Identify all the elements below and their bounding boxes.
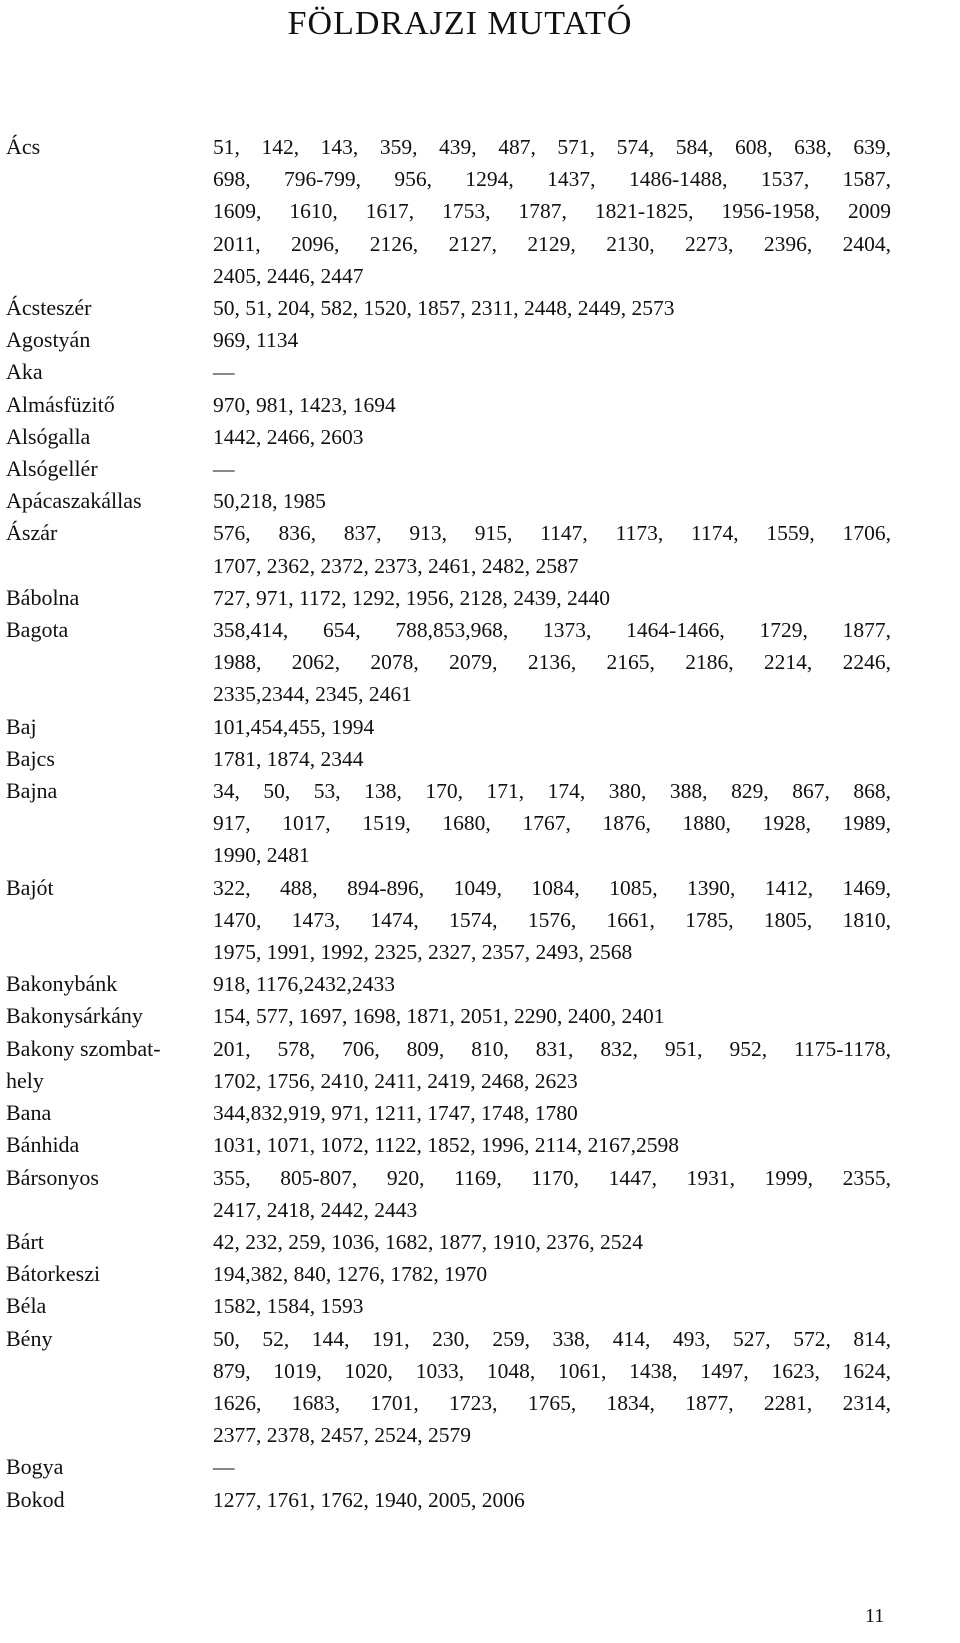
index-entry [6, 872, 926, 969]
place-name: Bény [6, 1325, 53, 1351]
index-entry [6, 1033, 926, 1065]
page-reference-line: 2335,2344, 2345, 2461 [213, 682, 412, 707]
page-reference-line: 201, 578, 706, 809, 810, 831, 832, 951, 952, 1175-1178, [213, 1036, 891, 1061]
index-entry [6, 356, 926, 388]
page-title: FÖLDRAJZI MUTATÓ [287, 5, 633, 42]
index-entry [6, 1226, 926, 1258]
page-reference-line: 1442, 2466, 2603 [213, 424, 364, 449]
page-reference-line: 1990, 2481 [213, 843, 310, 868]
page-reference-line: 358,414, 654, 788,853,968, 1373, 1464-1466, 1729, 1877, [213, 618, 891, 643]
index-entry [6, 614, 926, 711]
page-reference-line: 1582, 1584, 1593 [213, 1294, 364, 1319]
index-entry [6, 1258, 926, 1290]
page-references [213, 421, 891, 453]
page-references [213, 775, 891, 872]
index-entry [6, 389, 926, 421]
page-reference-line: 101,454,455, 1994 [213, 714, 375, 739]
index-entry [6, 1484, 926, 1516]
page-references [213, 485, 891, 517]
page-reference-line: 50,218, 1985 [213, 489, 326, 514]
page-references [213, 1323, 891, 1452]
place-name: Bakonybánk [6, 971, 118, 997]
place-name: Bajna [6, 778, 58, 804]
page-references [213, 1097, 891, 1129]
page-reference-line: 34, 50, 53, 138, 170, 171, 174, 380, 388, 829, 867, 868, [213, 779, 891, 804]
page-references [213, 743, 891, 775]
page-references [213, 711, 891, 743]
index-entry [6, 1323, 926, 1452]
page-references [213, 872, 891, 969]
index-entry [6, 582, 926, 614]
place-name: Aka [6, 359, 43, 385]
page-reference-line: 1470, 1473, 1474, 1574, 1576, 1661, 1785, 1805, 1810, [213, 907, 891, 932]
index-entry [6, 421, 926, 453]
page-references [213, 1451, 891, 1483]
place-name: Baj [6, 713, 37, 739]
index-entry [6, 711, 926, 743]
place-name: Bokod [6, 1486, 65, 1512]
place-name: Bátorkeszi [6, 1261, 101, 1287]
index-entry [6, 743, 926, 775]
index-entry [6, 324, 926, 356]
page-reference-line: 727, 971, 1172, 1292, 1956, 2128, 2439, 2440 [213, 585, 610, 610]
index-entry [6, 485, 926, 517]
place-name: Bakonysárkány [6, 1003, 143, 1029]
place-name: Ácsteszér [6, 295, 92, 321]
place-name: Bábolna [6, 584, 80, 610]
index-entry [6, 131, 926, 292]
index-entry [6, 1065, 926, 1097]
page-references [213, 131, 891, 292]
index-entry [6, 968, 926, 1000]
place-name: Bogya [6, 1454, 64, 1480]
place-name: Almásfüzitő [6, 391, 115, 417]
place-name: Bárt [6, 1228, 44, 1254]
page-references [213, 324, 891, 356]
place-name: hely [6, 1067, 44, 1093]
page-reference-line: 2011, 2096, 2126, 2127, 2129, 2130, 2273, 2396, 2404, [213, 231, 891, 256]
page-reference-line: 918, 1176,2432,2433 [213, 972, 395, 997]
page-references [213, 968, 891, 1000]
page-references [213, 1226, 891, 1258]
page-reference-line: 42, 232, 259, 1036, 1682, 1877, 1910, 2376, 2524 [213, 1229, 643, 1254]
page-references [213, 1162, 891, 1226]
index-entry [6, 1097, 926, 1129]
place-name: Bana [6, 1100, 52, 1126]
place-name: Ászár [6, 520, 58, 546]
index-entry [6, 1129, 926, 1161]
page-reference-line: 1277, 1761, 1762, 1940, 2005, 2006 [213, 1487, 525, 1512]
page-reference-line: 1975, 1991, 1992, 2325, 2327, 2357, 2493, 2568 [213, 940, 633, 965]
page-reference-line: 698, 796-799, 956, 1294, 1437, 1486-1488, 1537, 1587, [213, 167, 891, 192]
page-references [213, 1290, 891, 1322]
page-reference-line: — [213, 457, 235, 482]
index-entry [6, 292, 926, 324]
page-references [213, 1033, 891, 1065]
page-references [213, 1129, 891, 1161]
place-name: Bajót [6, 874, 54, 900]
index-entry [6, 1162, 926, 1226]
page-reference-line: 1707, 2362, 2372, 2373, 2461, 2482, 2587 [213, 553, 579, 578]
page-reference-line: — [213, 1455, 235, 1480]
index-entry [6, 1000, 926, 1032]
place-name: Bajcs [6, 745, 55, 771]
page-reference-line: 344,832,919, 971, 1211, 1747, 1748, 1780 [213, 1101, 578, 1126]
index-entry [6, 1451, 926, 1483]
page-reference-line: 51, 142, 143, 359, 439, 487, 571, 574, 584, 608, 638, 639, [213, 135, 891, 159]
page-references [213, 582, 891, 614]
page-reference-line: 969, 1134 [213, 328, 299, 353]
page-reference-line: 1031, 1071, 1072, 1122, 1852, 1996, 2114, 2167,2598 [213, 1133, 680, 1158]
page-references [213, 1258, 891, 1290]
page-references [213, 614, 891, 711]
page-reference-line: 879, 1019, 1020, 1033, 1048, 1061, 1438, 1497, 1623, 1624, [213, 1358, 891, 1383]
place-name: Bagota [6, 617, 69, 643]
page-reference-line: 1781, 1874, 2344 [213, 746, 364, 771]
page-reference-line: 2417, 2418, 2442, 2443 [213, 1197, 418, 1222]
index-entry [6, 1290, 926, 1322]
page-reference-line: 1702, 1756, 2410, 2411, 2419, 2468, 2623 [213, 1068, 578, 1093]
page-reference-line: 970, 981, 1423, 1694 [213, 392, 396, 417]
index-entry [6, 775, 926, 872]
page-references [213, 1484, 891, 1516]
page-reference-line: 154, 577, 1697, 1698, 1871, 2051, 2290, 2400, 2401 [213, 1004, 665, 1029]
page-reference-line: 50, 52, 144, 191, 230, 259, 338, 414, 493, 527, 572, 814, [213, 1326, 891, 1351]
place-name: Apácaszakállas [6, 488, 142, 514]
page-reference-line: 194,382, 840, 1276, 1782, 1970 [213, 1262, 488, 1287]
place-name: Ács [6, 134, 41, 159]
page-reference-line: 917, 1017, 1519, 1680, 1767, 1876, 1880, 1928, 1989, [213, 811, 891, 836]
page-reference-line: 2377, 2378, 2457, 2524, 2579 [213, 1423, 471, 1448]
place-name: Agostyán [6, 327, 91, 353]
page-reference-line: 50, 51, 204, 582, 1520, 1857, 2311, 2448, 2449, 2573 [213, 296, 675, 321]
page-reference-line: 322, 488, 894-896, 1049, 1084, 1085, 1390, 1412, 1469, [213, 875, 891, 900]
place-name: Bakony szombat- [6, 1035, 161, 1061]
page-reference-line: 576, 836, 837, 913, 915, 1147, 1173, 1174, 1559, 1706, [213, 521, 891, 546]
geographic-index-list [6, 131, 926, 1516]
page-references [213, 1000, 891, 1032]
page-reference-line: 2405, 2446, 2447 [213, 263, 364, 288]
place-name: Alsógalla [6, 423, 91, 449]
page-references [213, 517, 891, 581]
page-references [213, 453, 891, 485]
index-entry [6, 517, 926, 581]
index-entry [6, 453, 926, 485]
place-name: Béla [6, 1293, 47, 1319]
page-references [213, 292, 891, 324]
place-name: Bársonyos [6, 1164, 99, 1190]
page-reference-line: 355, 805-807, 920, 1169, 1170, 1447, 1931, 1999, 2355, [213, 1165, 891, 1190]
page-references [213, 389, 891, 421]
place-name: Alsógellér [6, 456, 98, 482]
page-reference-line: 1988, 2062, 2078, 2079, 2136, 2165, 2186, 2214, 2246, [213, 650, 891, 675]
place-name: Bánhida [6, 1132, 80, 1158]
page-reference-line: — [213, 360, 235, 385]
page-number: 11 [865, 1605, 885, 1627]
page-reference-line: 1609, 1610, 1617, 1753, 1787, 1821-1825, 1956-1958, 2009 [213, 199, 891, 224]
page-reference-line: 1626, 1683, 1701, 1723, 1765, 1834, 1877, 2281, 2314, [213, 1390, 891, 1415]
page-references [213, 356, 891, 388]
page-references [213, 1065, 891, 1097]
